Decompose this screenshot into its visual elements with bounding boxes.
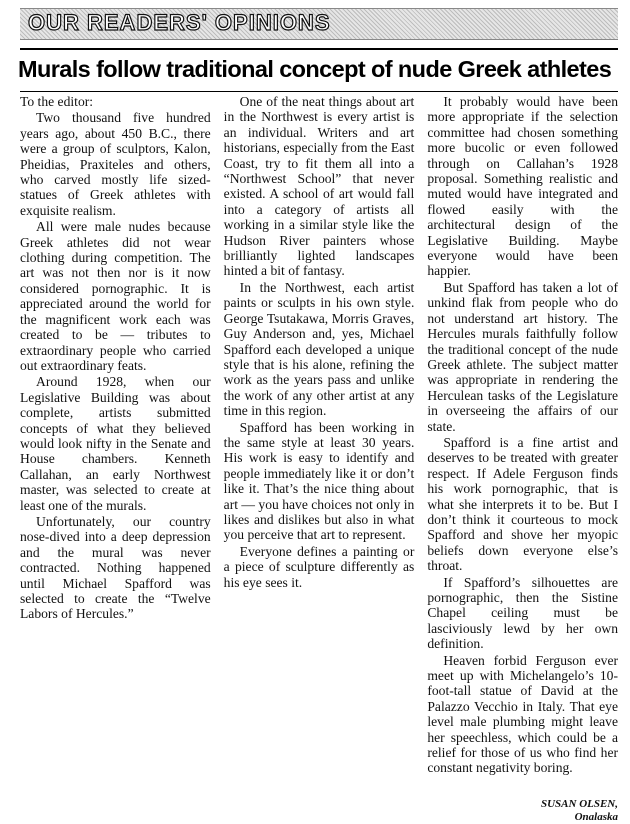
body-paragraph: Everyone defines a painting or a piece of sculpture differently as his eye sees it.: [223, 543, 415, 590]
body-paragraph: In the Northwest, each artist paints or sculpts in his own style. George Tsutakawa, Morris Graves, Guy Anderson and, yes, Michael Spafford each developed a unique style that is his alone, refining the work as the years pass and unlike the work of any other artist at any time in this region.: [223, 279, 415, 419]
headline-rule: [20, 91, 618, 92]
author-location: Onalaska: [574, 810, 619, 823]
column-1: [20, 94, 211, 690]
column-3: [427, 94, 619, 823]
body-paragraph: Heaven forbid Ferguson ever meet up with Michelangelo’s 10-foot-tall statue of David at the Palazzo Vecchio in Italy. That eye level male plumbing might leave her speechless, which could be a relief for those of us who find her constant negativity boring.: [427, 652, 619, 776]
section-banner: [20, 8, 618, 40]
body-paragraph: Two thousand five hundred years ago, about 450 B.C., there were a group of sculptors, Kalon, Pheidias, Praxiteles and others, who carved mostly life sized-statues of Greek athletes with exquisite realism.: [20, 110, 211, 218]
section-banner-title: OUR READERS' OPINIONS: [28, 10, 331, 35]
body-paragraph: But Spafford has taken a lot of unkind flak from people who do not understand art history. The Hercules murals faithfully follow the traditional concept of the nude Greek athlete. The subject matter was appropriate in rendering the Herculean tasks of the Legislature in overseeing the affairs of our state.: [427, 279, 619, 434]
body-paragraph: It probably would have been more appropriate if the selection committee had chosen something more bucolic or even followed through on Callahan’s 1928 proposal. Something realistic and muted would have integrated and flowed easily with the architectural design of the Legislative Building. Maybe everyone would have been happier.: [427, 94, 619, 279]
body-paragraph: Spafford is a fine artist and deserves to be treated with greater respect. If Adele Ferguson finds his work pornographic, that is what she interprets it to be. But I don’t think it courteous to mock Spafford and shove her myopic beliefs down everyone else’s throat.: [427, 434, 619, 574]
banner-rule: [20, 48, 618, 50]
body-paragraph: All were male nudes because Greek athletes did not wear clothing during competition. The art was not then nor is it now considered pornographic. It is appreciated around the world for the magnificent work each was created to be — tributes to extraordinary people who carried out extraordinary feats.: [20, 219, 211, 373]
body-paragraph: One of the neat things about art in the Northwest is every artist is an individual. Writers and art historians, especially from the East Coast, try to fit them all into a “Northwest School” that never existed. A school of art would fall into a category of artists all working in a similar style like the Hudson River painters whose brilliantly lighted landscapes hinted a bit of fantasy.: [223, 94, 415, 279]
body-paragraph: Unfortunately, our country nose-dived into a deep depression and the mural was never contracted. Nothing happened until Michael Spafford was selected to create the “Twelve Labors of Hercules.”: [20, 513, 211, 622]
author-name: SUSAN OLSEN,: [540, 797, 619, 810]
headline: Murals follow traditional concept of nude Greek athletes: [18, 56, 612, 82]
body-paragraph: Around 1928, when our Legislative Building was about complete, artists submitted concepts of what they believed would look nifty in the Senate and House chambers. Kenneth Callahan, an early Northwest master, was selected to create at least one of the murals.: [20, 374, 211, 513]
body-paragraph: If Spafford’s silhouettes are pornographic, then the Sistine Chapel ceiling must be lasciviously lewd by her own definition.: [427, 574, 619, 652]
body-paragraph: Spafford has been working in the same style at least 30 years. His work is easy to identify and people immediately like it or don’t like it. That’s the nice thing about art — you have choices not only in likes and dislikes but also in what you perceive that art to represent.: [223, 419, 415, 543]
article-body: [20, 94, 619, 823]
salutation: To the editor:: [20, 94, 94, 109]
signature-block: [427, 798, 618, 824]
column-2: [224, 94, 415, 690]
